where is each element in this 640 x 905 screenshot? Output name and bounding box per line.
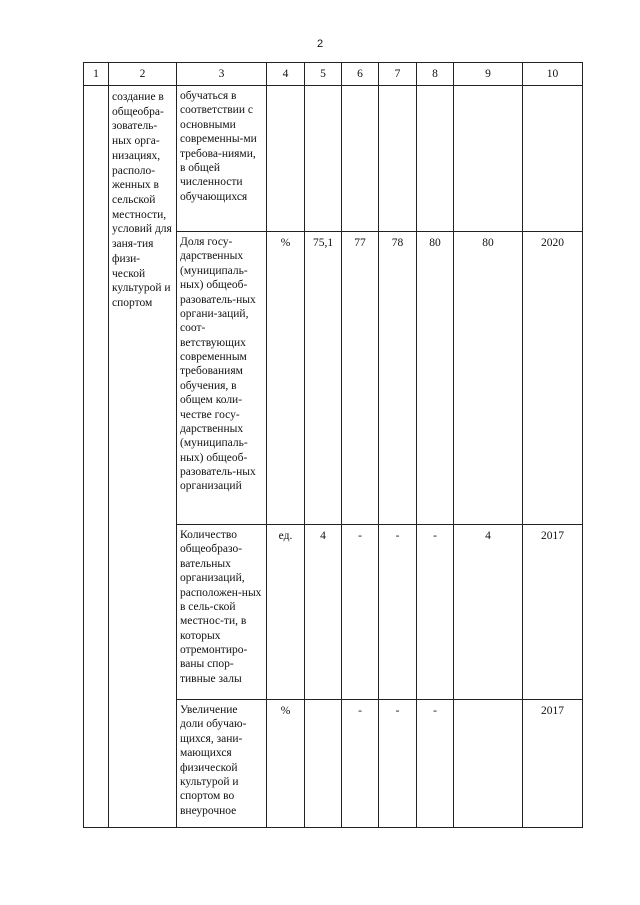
- value-cell-9: 80: [454, 232, 523, 525]
- indicators-table: [83, 62, 583, 828]
- indicator-cell: Количество общеобразо-вательных организаций, расположен-ных в сель-ской местнос-ти, в которых отремонтиро-ваны спор-тивные залы: [177, 525, 267, 700]
- value-cell-5: [305, 700, 342, 828]
- header-col-6: 6: [342, 63, 379, 86]
- unit-cell: %: [267, 232, 305, 525]
- value-cell-6: -: [342, 525, 379, 700]
- value-cell-7: [379, 86, 417, 232]
- unit-cell: ед.: [267, 525, 305, 700]
- header-col-5: 5: [305, 63, 342, 86]
- value-cell-5: [305, 86, 342, 232]
- header-row: [84, 63, 583, 86]
- unit-cell: [267, 86, 305, 232]
- header-col-7: 7: [379, 63, 417, 86]
- value-cell-7: -: [379, 525, 417, 700]
- value-cell-8: [417, 86, 454, 232]
- year-cell: 2017: [523, 700, 583, 828]
- value-cell-8: -: [417, 525, 454, 700]
- value-cell-6: 77: [342, 232, 379, 525]
- value-cell-9: [454, 86, 523, 232]
- value-cell-8: -: [417, 700, 454, 828]
- year-cell: 2020: [523, 232, 583, 525]
- value-cell-7: 78: [379, 232, 417, 525]
- page-number: 2: [316, 38, 324, 50]
- header-col-10: 10: [523, 63, 583, 86]
- indicator-cell: Увеличение доли обучаю-щихся, зани-мающихся физической культурой и спортом во внеурочное: [177, 700, 267, 828]
- value-cell-6: [342, 86, 379, 232]
- value-cell-5: 75,1: [305, 232, 342, 525]
- header-col-2: 2: [109, 63, 177, 86]
- value-cell-9: [454, 700, 523, 828]
- indicator-cell: Доля госу-дарственных (муниципаль-ных) общеоб-разователь-ных органи-заций, соот-ветствующих современным требованиям обучения, в общем коли-честве госу-дарственных (муниципаль-ных) общеоб-разователь-ных организаций: [177, 232, 267, 525]
- header-col-1: 1: [84, 63, 109, 86]
- table-row: [84, 86, 583, 232]
- header-col-9: 9: [454, 63, 523, 86]
- goal-cell: создание в общеобра-зователь-ных орга-низациях, располо-женных в сельской местности, условий для заня-тия физи-ческой культурой и спортом: [109, 86, 177, 828]
- value-cell-9: 4: [454, 525, 523, 700]
- year-cell: 2017: [523, 525, 583, 700]
- value-cell-8: 80: [417, 232, 454, 525]
- unit-cell: %: [267, 700, 305, 828]
- value-cell-7: -: [379, 700, 417, 828]
- header-col-4: 4: [267, 63, 305, 86]
- indicator-cell: обучаться в соответствии с основными современны-ми требова-ниями, в общей численности обучающихся: [177, 86, 267, 232]
- value-cell-5: 4: [305, 525, 342, 700]
- year-cell: [523, 86, 583, 232]
- header-col-3: 3: [177, 63, 267, 86]
- header-col-8: 8: [417, 63, 454, 86]
- number-cell: [84, 86, 109, 828]
- value-cell-6: -: [342, 700, 379, 828]
